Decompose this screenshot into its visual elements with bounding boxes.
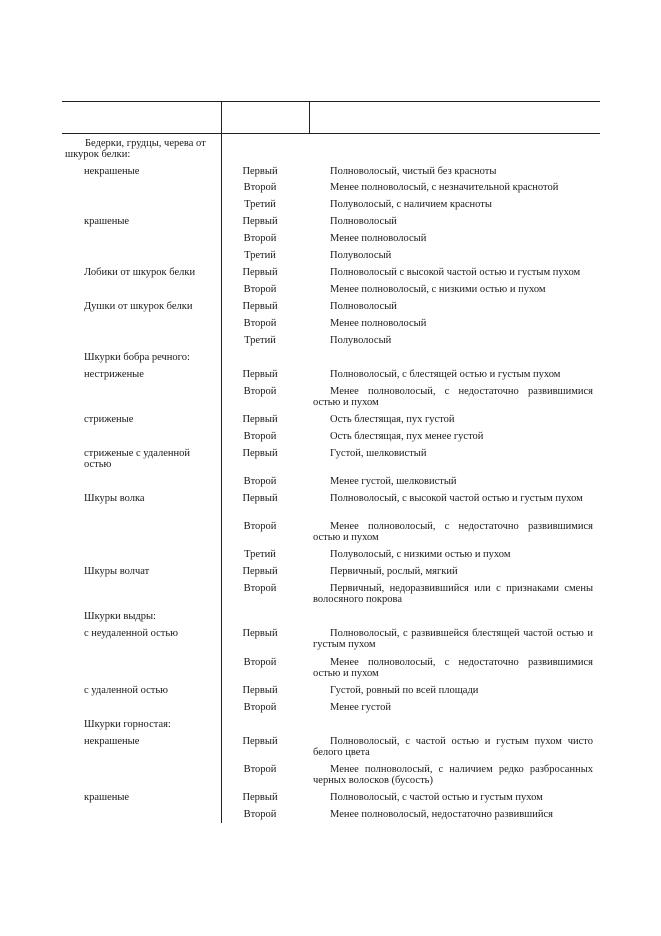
row-description-cell: Полноволосый (330, 301, 397, 312)
row-description-cell: Полуволосый (330, 250, 392, 261)
row-grade-cell: Третий (244, 250, 276, 261)
row-name-cell: Душки от шкурок белки (84, 301, 193, 312)
row-name-cell: Шкурки бобра речного: (84, 352, 190, 363)
row-grade-cell: Второй (243, 233, 277, 244)
row-name-cell: стриженые (84, 414, 134, 425)
row-name-cell: Шкуры волка (84, 493, 145, 504)
row-description-cell: Менее полноволосый, с низкими остью и пухом (330, 284, 546, 295)
row-grade-cell: Первый (242, 369, 278, 380)
row-description-cell: Полуволосый, с низкими остью и пухом (330, 549, 511, 560)
row-description-cell: Ость блестящая, пух менее густой (330, 431, 484, 442)
row-description-cell: Менее полноволосый, с недостаточно развившимися остью и пухом (313, 386, 593, 408)
row-name-cell: некрашеные (84, 736, 140, 747)
row-description-cell: Менее густой, шелковистый (330, 476, 457, 487)
row-name-cell: Лобики от шкурок белки (84, 267, 196, 278)
row-description-cell: Густой, шелковистый (330, 448, 427, 459)
row-grade-cell: Второй (243, 476, 277, 487)
row-description-cell: Менее полноволосый, с наличием редко разбросанных черных волосков (бусость) (313, 764, 593, 786)
row-grade-cell: Первый (242, 216, 278, 227)
row-grade-cell: Первый (242, 414, 278, 425)
row-grade-cell: Первый (242, 685, 278, 696)
row-grade-cell: Второй (243, 521, 277, 532)
row-name-cell: Шкурки выдры: (84, 611, 156, 622)
row-name-cell: Бедерки, грудцы, черева от шкурок белки: (65, 138, 206, 160)
row-grade-cell: Второй (243, 284, 277, 295)
row-description-cell: Полноволосый, с развившейся блестящей частой остью и густым пухом (313, 628, 593, 650)
row-name-cell: нестриженые (84, 369, 144, 380)
row-description-cell: Ость блестящая, пух густой (330, 414, 455, 425)
row-description-cell: Первичный, рослый, мягкий (330, 566, 458, 577)
row-description-cell: Менее полноволосый, с недостаточно развившимися остью и пухом (313, 657, 593, 679)
row-grade-cell: Первый (242, 493, 278, 504)
row-grade-cell: Второй (243, 386, 277, 397)
row-description-cell: Менее полноволосый, с недостаточно развившимися остью и пухом (313, 521, 593, 543)
row-description-cell: Полноволосый (330, 216, 397, 227)
row-name-cell: крашеные (84, 216, 130, 227)
row-description-cell: Менее полноволосый, недостаточно развившийся (330, 809, 553, 820)
row-grade-cell: Второй (243, 657, 277, 668)
row-description-cell: Менее полноволосый, с незначительной краснотой (330, 182, 559, 193)
row-grade-cell: Первый (242, 166, 278, 177)
row-grade-cell: Первый (242, 566, 278, 577)
row-grade-cell: Первый (242, 736, 278, 747)
row-grade-cell: Третий (244, 199, 276, 210)
column-divider-1 (221, 101, 222, 133)
row-description-cell: Полноволосый с высокой частой остью и густым пухом (330, 267, 581, 278)
row-name-cell: с удаленной остью (84, 685, 168, 696)
row-description-cell: Менее полноволосый (330, 233, 427, 244)
row-grade-cell: Второй (243, 431, 277, 442)
row-description-cell: Полноволосый, с частой остью и густым пухом чисто белого цвета (313, 736, 593, 758)
row-name-cell: некрашеные (84, 166, 140, 177)
row-grade-cell: Второй (243, 764, 277, 775)
row-name-cell: с неудаленной остью (84, 628, 179, 639)
row-description-cell: Менее полноволосый (330, 318, 427, 329)
row-grade-cell: Первый (242, 267, 278, 278)
row-grade-cell: Второй (243, 182, 277, 193)
table-header-rule (62, 133, 600, 134)
row-grade-cell: Второй (243, 318, 277, 329)
row-description-cell: Густой, ровный по всей площади (330, 685, 479, 696)
row-name-cell: стриженые с удаленной остью (84, 448, 190, 470)
row-description-cell: Полноволосый, с высокой частой остью и густым пухом (330, 493, 583, 504)
row-description-cell: Полноволосый, чистый без красноты (330, 166, 497, 177)
row-description-cell: Полноволосый, с частой остью и густым пухом (330, 792, 543, 803)
row-description-cell: Менее густой (330, 702, 391, 713)
table-top-rule (62, 101, 600, 102)
row-grade-cell: Второй (243, 809, 277, 820)
row-description-cell: Полноволосый, с блестящей остью и густым пухом (330, 369, 561, 380)
row-grade-cell: Первый (242, 448, 278, 459)
row-description-cell: Первичный, недоразвившийся или с признаками смены волосяного покрова (313, 583, 593, 605)
row-grade-cell: Третий (244, 549, 276, 560)
column-divider-2 (309, 101, 310, 133)
row-name-cell: Шкурки горностая: (84, 719, 171, 730)
row-description-cell: Полуволосый, с наличием красноты (330, 199, 492, 210)
row-name-cell: Шкуры волчат (84, 566, 150, 577)
row-grade-cell: Первый (242, 792, 278, 803)
row-grade-cell: Второй (243, 702, 277, 713)
row-grade-cell: Третий (244, 335, 276, 346)
row-description-cell: Полуволосый (330, 335, 392, 346)
row-name-cell: крашеные (84, 792, 130, 803)
row-grade-cell: Второй (243, 583, 277, 594)
row-grade-cell: Первый (242, 301, 278, 312)
row-grade-cell: Первый (242, 628, 278, 639)
